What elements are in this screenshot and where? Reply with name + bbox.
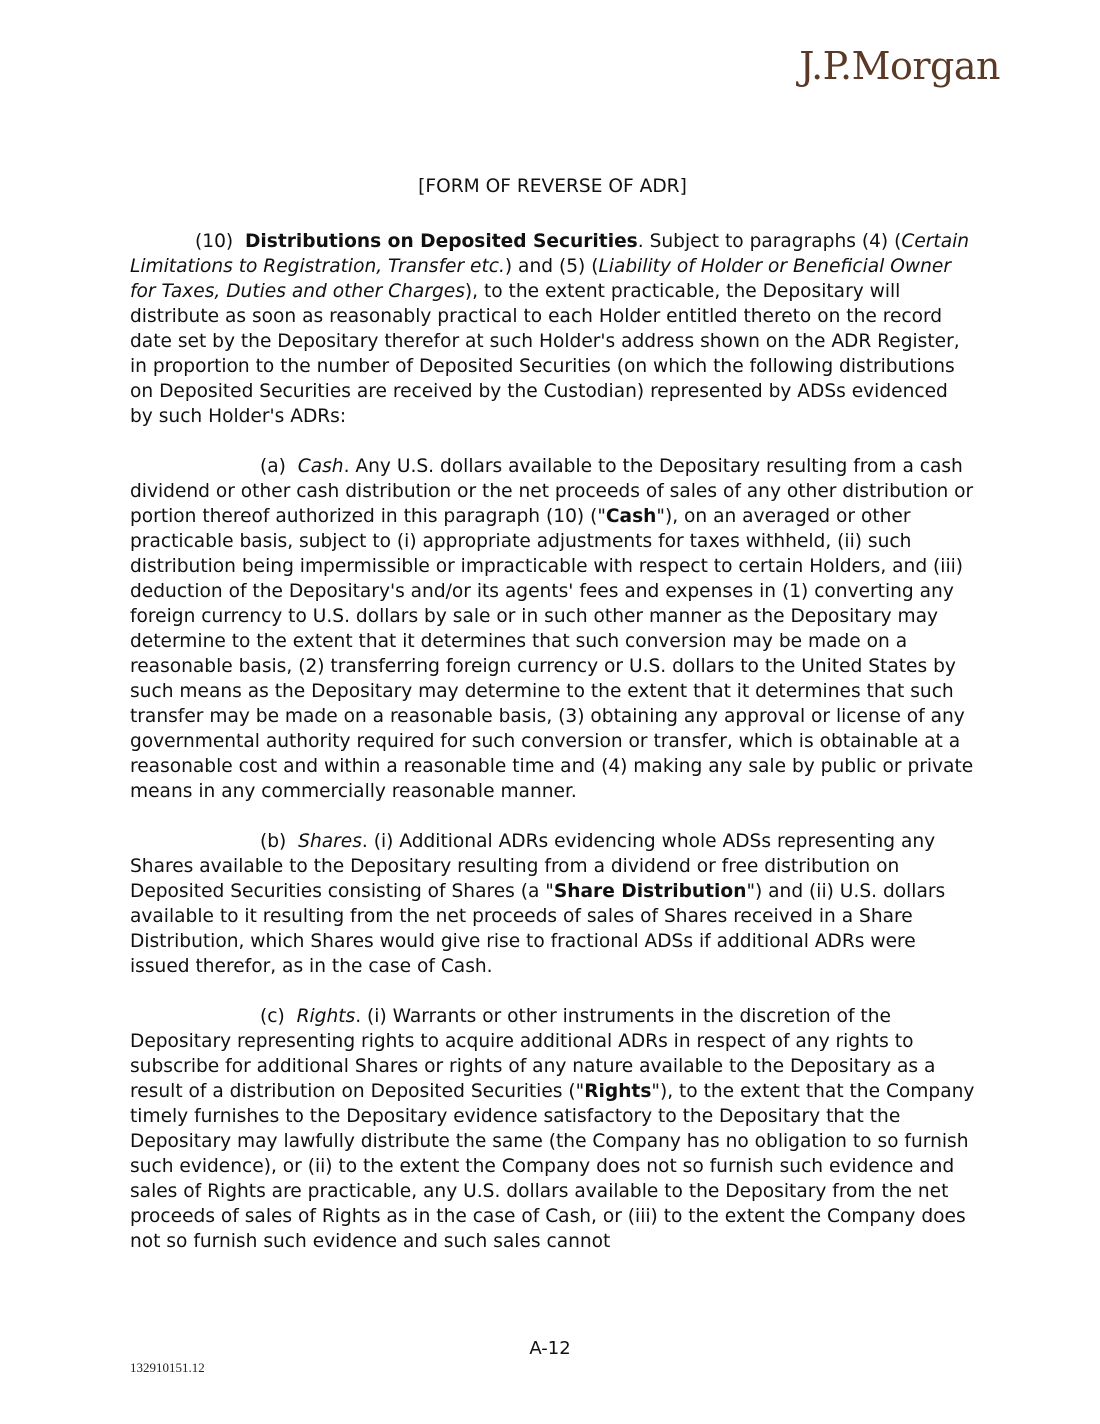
shares-label: (b) [260, 831, 287, 852]
section-10-ref-2: Liability of Holder or Beneficial Owner for Taxes, Duties and other Charges [130, 256, 951, 302]
page-number: A-12 [529, 1338, 571, 1359]
section-10-paragraph [130, 229, 975, 429]
shares-term: Share Distribution [553, 881, 747, 902]
cash-term: Cash [605, 506, 657, 527]
document-body [130, 174, 975, 1279]
rights-text-1: . (i) Warrants or other instruments in the discretion of the Depositary representing rights to acquire additional ADRs in respect of any rights to subscribe for additional Shares or rights of any nature available to the Depositary as a result of a distribution on Deposited Securities (" [130, 1006, 936, 1102]
section-10-heading: Distributions on Deposited Securities [245, 231, 638, 252]
cash-text-2: "), on an averaged or other practicable basis, subject to (i) appropriate adjustments for taxes withheld, (ii) such distribution being impermissible or impracticable with respect to certain Holders, and (iii) deduction of the Depositary's and/or its agents' fees and expenses in (1) converting any foreign currency to U.S. dollars by sale or in such other manner as the Depositary may determine to the extent that it determines that such conversion may be made on a reasonable basis, (2) transferring foreign currency or U.S. dollars to the United States by such means as the Depositary may determine to the extent that it determines that such transfer may be made on a reasonable basis, (3) obtaining any approval or license of any governmental authority required for such conversion or transfer, which is obtainable at a reasonable cost and within a reasonable time and (4) making any sale by public or private means in any commercially reasonable manner. [130, 506, 974, 802]
cash-heading: Cash [297, 456, 344, 477]
section-10-number: (10) [195, 231, 234, 252]
rights-term: Rights [584, 1081, 652, 1102]
cash-paragraph [130, 454, 975, 804]
section-10-ref-1: Certain Limitations to Registration, Transfer etc. [130, 231, 970, 277]
shares-text-2: ") and (ii) U.S. dollars available to it resulting from the net proceeds of sales of Shares received in a Share Distribution, which Shares would give rise to fractional ADSs if additional ADRs were issued therefor, as in the case of Cash. [130, 881, 946, 977]
section-10-text-1: . Subject to paragraphs (4) ( [637, 231, 902, 252]
jpmorgan-logo: J.P.Morgan [799, 44, 1000, 88]
cash-label: (a) [260, 456, 286, 477]
shares-heading: Shares [298, 831, 362, 852]
form-title: [FORM OF REVERSE OF ADR] [418, 176, 687, 197]
rights-paragraph [130, 1004, 975, 1254]
section-10-text-2: ) and (5) ( [504, 256, 599, 277]
shares-text-1: . (i) Additional ADRs evidencing whole ADSs representing any Shares available to the Depositary resulting from a dividend or free distribution on Deposited Securities consisting of Shares (a " [130, 831, 936, 902]
rights-heading: Rights [296, 1006, 356, 1027]
shares-paragraph [130, 829, 975, 979]
section-10-text-3: ), to the extent practicable, the Depositary will distribute as soon as reasonably practical to each Holder entitled thereto on the record date set by the Depositary therefor at such Holder's address shown on the ADR Register, in proportion to the number of Deposited Securities (on which the following distributions on Deposited Securities are received by the Custodian) represented by ADSs evidenced by such Holder's ADRs: [130, 281, 960, 427]
document-id: 132910151.12 [130, 1360, 205, 1375]
cash-text-1: . Any U.S. dollars available to the Depositary resulting from a cash dividend or other cash distribution or the net proceeds of sales of any other distribution or portion thereof authorized in this paragraph (10) (" [130, 456, 974, 527]
rights-label: (c) [260, 1006, 285, 1027]
rights-text-2: "), to the extent that the Company timely furnishes to the Depositary evidence satisfactory to the Depositary that the Depositary may lawfully distribute the same (the Company has no obligation to so furnish such evidence), or (ii) to the extent the Company does not so furnish such evidence and sales of Rights are practicable, any U.S. dollars available to the Depositary from the net proceeds of sales of Rights as in the case of Cash, or (iii) to the extent the Company does not so furnish such evidence and such sales cannot [130, 1081, 975, 1252]
